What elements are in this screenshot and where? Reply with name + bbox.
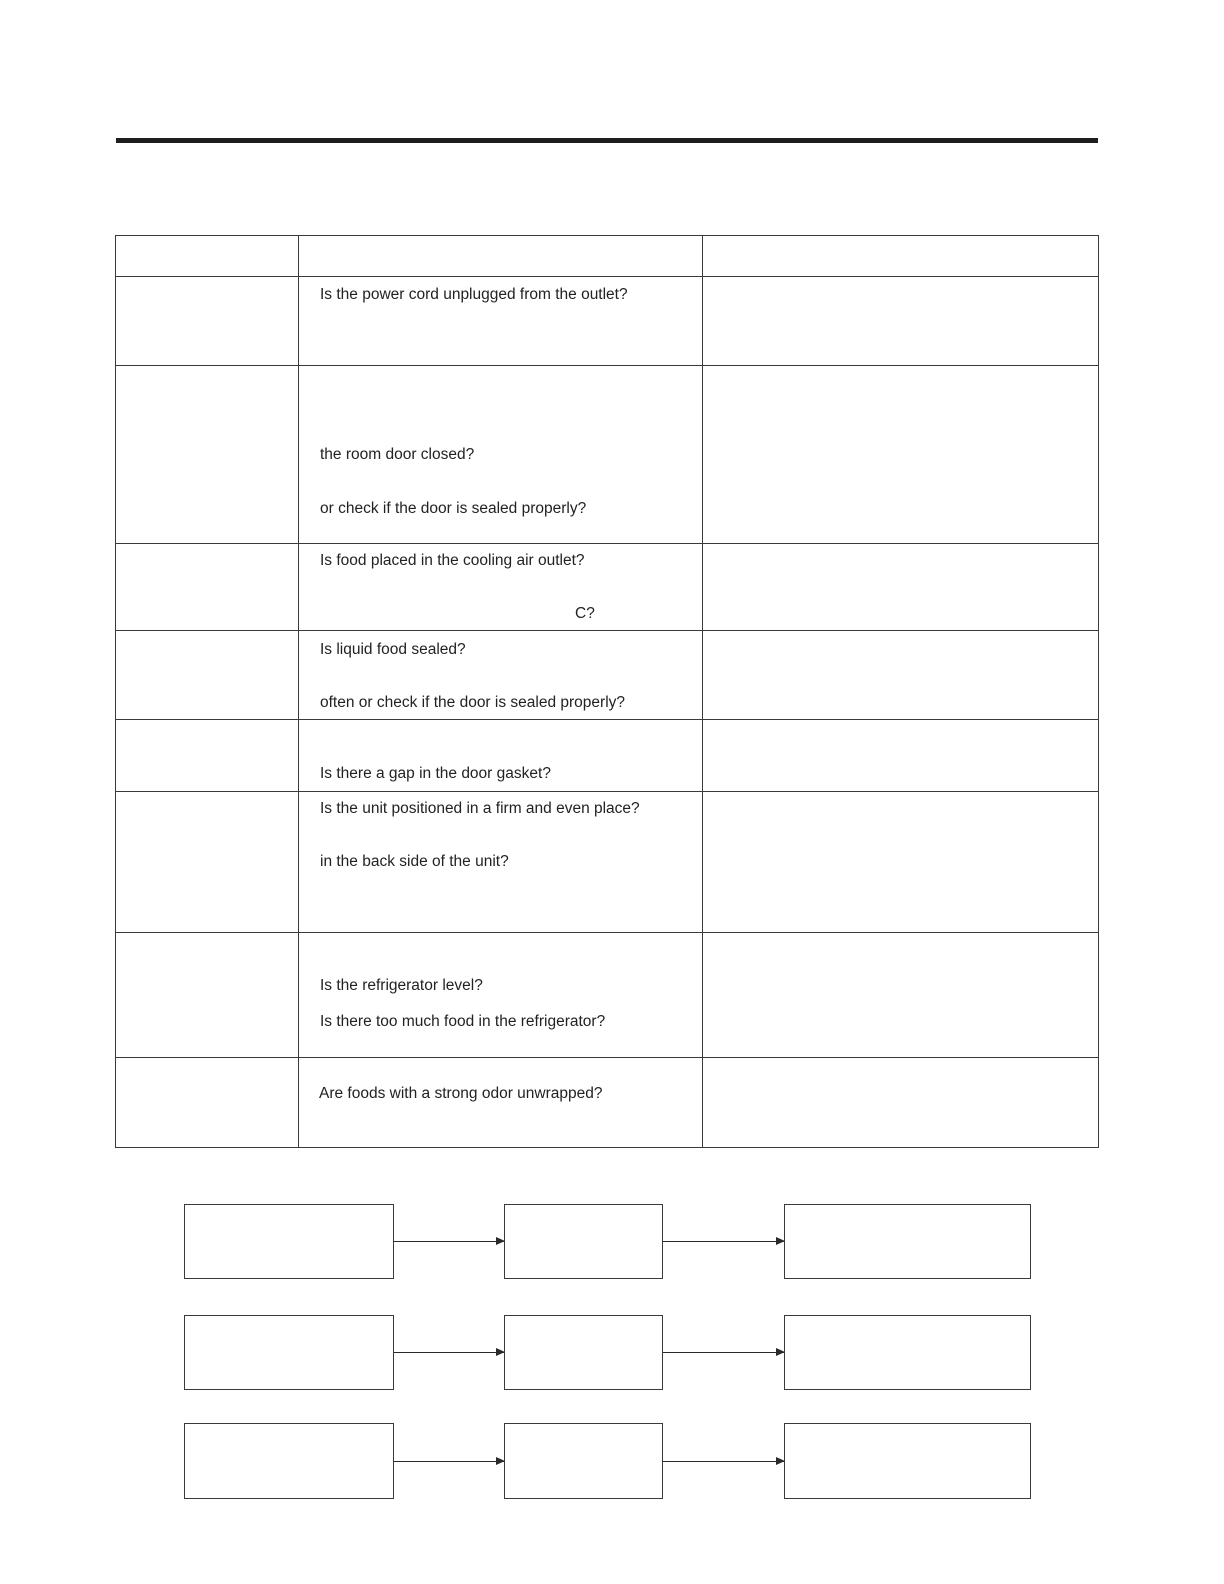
flow-arrow <box>394 1461 504 1462</box>
solution-cell <box>703 792 1099 933</box>
check-line: or check if the door is sealed properly? <box>320 500 587 517</box>
problem-cell <box>116 720 299 792</box>
flow-arrow <box>394 1352 504 1353</box>
solution-cell <box>703 544 1099 631</box>
table-row <box>116 366 1099 544</box>
check-line: often or check if the door is sealed properly? <box>320 694 626 711</box>
flow-arrow <box>663 1461 784 1462</box>
solution-cell <box>703 277 1099 366</box>
flow-arrow <box>663 1352 784 1353</box>
flow-box-start <box>184 1204 394 1279</box>
header-cell-solution <box>703 236 1099 277</box>
check-cell <box>299 366 703 544</box>
check-line: Is liquid food sealed? <box>320 641 466 658</box>
check-line: in the back side of the unit? <box>320 853 509 870</box>
check-cell <box>299 792 703 933</box>
flow-box-end <box>784 1204 1031 1279</box>
table-row <box>116 631 1099 720</box>
flow-box-end <box>784 1315 1031 1390</box>
check-cell <box>299 631 703 720</box>
problem-cell <box>116 631 299 720</box>
solution-cell <box>703 720 1099 792</box>
problem-cell <box>116 544 299 631</box>
flow-box-middle <box>504 1315 663 1390</box>
check-line: the room door closed? <box>320 446 475 463</box>
solution-cell <box>703 1058 1099 1148</box>
troubleshooting-table <box>115 235 1098 1148</box>
flow-box-middle <box>504 1204 663 1279</box>
table-row <box>116 792 1099 933</box>
flow-box-start <box>184 1423 394 1499</box>
check-cell <box>299 1058 703 1148</box>
check-line: Is the power cord unplugged from the outlet? <box>320 286 628 303</box>
table-header-row <box>116 236 1099 277</box>
flow-arrow <box>663 1241 784 1242</box>
solution-cell <box>703 631 1099 720</box>
header-cell-check <box>299 236 703 277</box>
header-rule <box>116 138 1098 143</box>
check-line: C? <box>575 605 595 622</box>
flow-box-start <box>184 1315 394 1390</box>
problem-cell <box>116 366 299 544</box>
problem-cell <box>116 1058 299 1148</box>
solution-cell <box>703 366 1099 544</box>
check-line: Are foods with a strong odor unwrapped? <box>319 1085 603 1102</box>
solution-cell <box>703 933 1099 1058</box>
header-cell-problem <box>116 236 299 277</box>
check-cell <box>299 933 703 1058</box>
check-cell <box>299 544 703 631</box>
table-row <box>116 933 1099 1058</box>
table-row <box>116 544 1099 631</box>
flow-arrow <box>394 1241 504 1242</box>
check-cell <box>299 277 703 366</box>
flow-box-middle <box>504 1423 663 1499</box>
table-row <box>116 720 1099 792</box>
problem-cell <box>116 933 299 1058</box>
check-line: Is food placed in the cooling air outlet? <box>320 552 585 569</box>
table-row <box>116 1058 1099 1148</box>
problem-cell <box>116 792 299 933</box>
problem-cell <box>116 277 299 366</box>
check-line: Is the refrigerator level? <box>320 977 483 994</box>
check-cell <box>299 720 703 792</box>
table-row <box>116 277 1099 366</box>
check-line: Is there a gap in the door gasket? <box>320 765 551 782</box>
check-line: Is the unit positioned in a firm and even place? <box>320 800 640 817</box>
check-line: Is there too much food in the refrigerator? <box>320 1013 606 1030</box>
flow-box-end <box>784 1423 1031 1499</box>
